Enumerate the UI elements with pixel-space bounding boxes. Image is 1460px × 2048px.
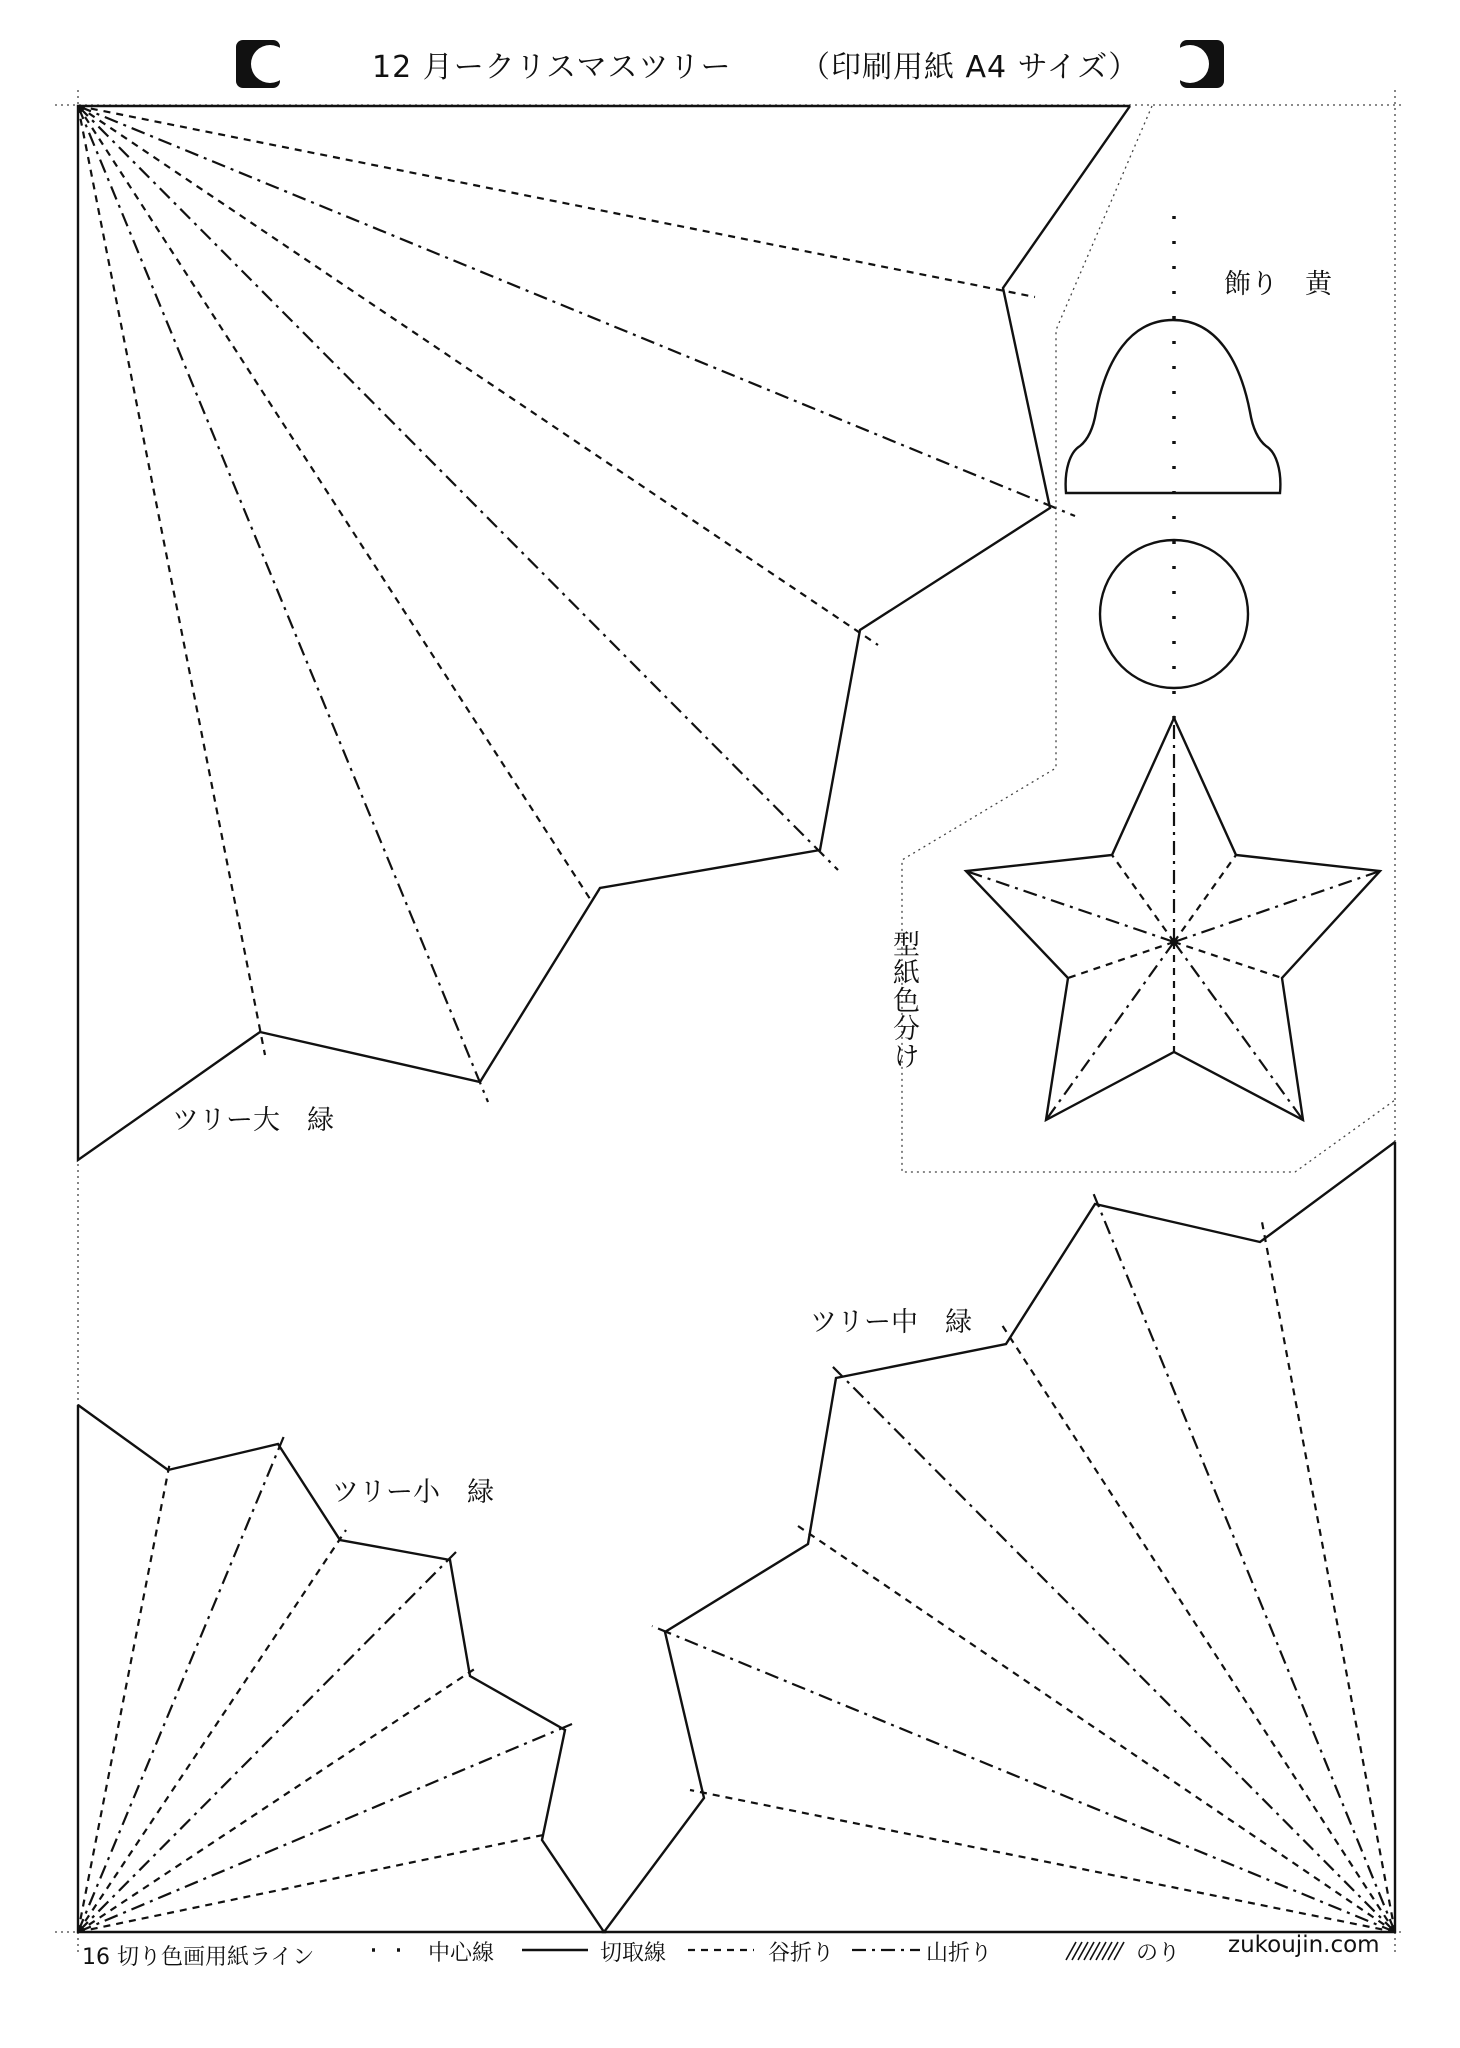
- legend-center-line: 中心線: [428, 1941, 495, 1966]
- legend-cut-line: 切取線: [600, 1941, 667, 1966]
- tree-small-fold-lines: [78, 1436, 572, 1932]
- tree-medium-fold-lines: [652, 1190, 1395, 1932]
- tree-small-label: ツリー小 緑: [332, 1477, 494, 1508]
- ornament-label: 飾り 黄: [1224, 269, 1332, 300]
- legend-glue: のり: [1136, 1941, 1181, 1966]
- legend-valley-fold: 谷折り: [768, 1941, 835, 1966]
- site-url: zukoujin.com: [1228, 1932, 1380, 1958]
- color-split-label: 型紙色分け: [888, 930, 919, 1070]
- ball-ornament: [1100, 540, 1248, 688]
- tree-large-fold-lines: [78, 106, 1075, 1102]
- paper-size-note: （印刷用紙 A4 サイズ）: [800, 50, 1140, 85]
- paper-guides: [55, 90, 1405, 1955]
- tree-medium-piece: [604, 1142, 1395, 1932]
- tree-large-label: ツリー大 緑: [172, 1105, 334, 1136]
- tree-large-piece: [78, 106, 1130, 1160]
- star-ornament: [966, 718, 1380, 1120]
- page-title: 12 月ークリスマスツリー: [372, 50, 732, 85]
- legend-mountain-fold: 山折り: [926, 1941, 993, 1966]
- tree-medium-label: ツリー中 緑: [810, 1307, 972, 1338]
- legend-sixteen-line: 16 切り色画用紙ライン: [82, 1945, 315, 1970]
- glue-hatch-icon: [1066, 1942, 1124, 1960]
